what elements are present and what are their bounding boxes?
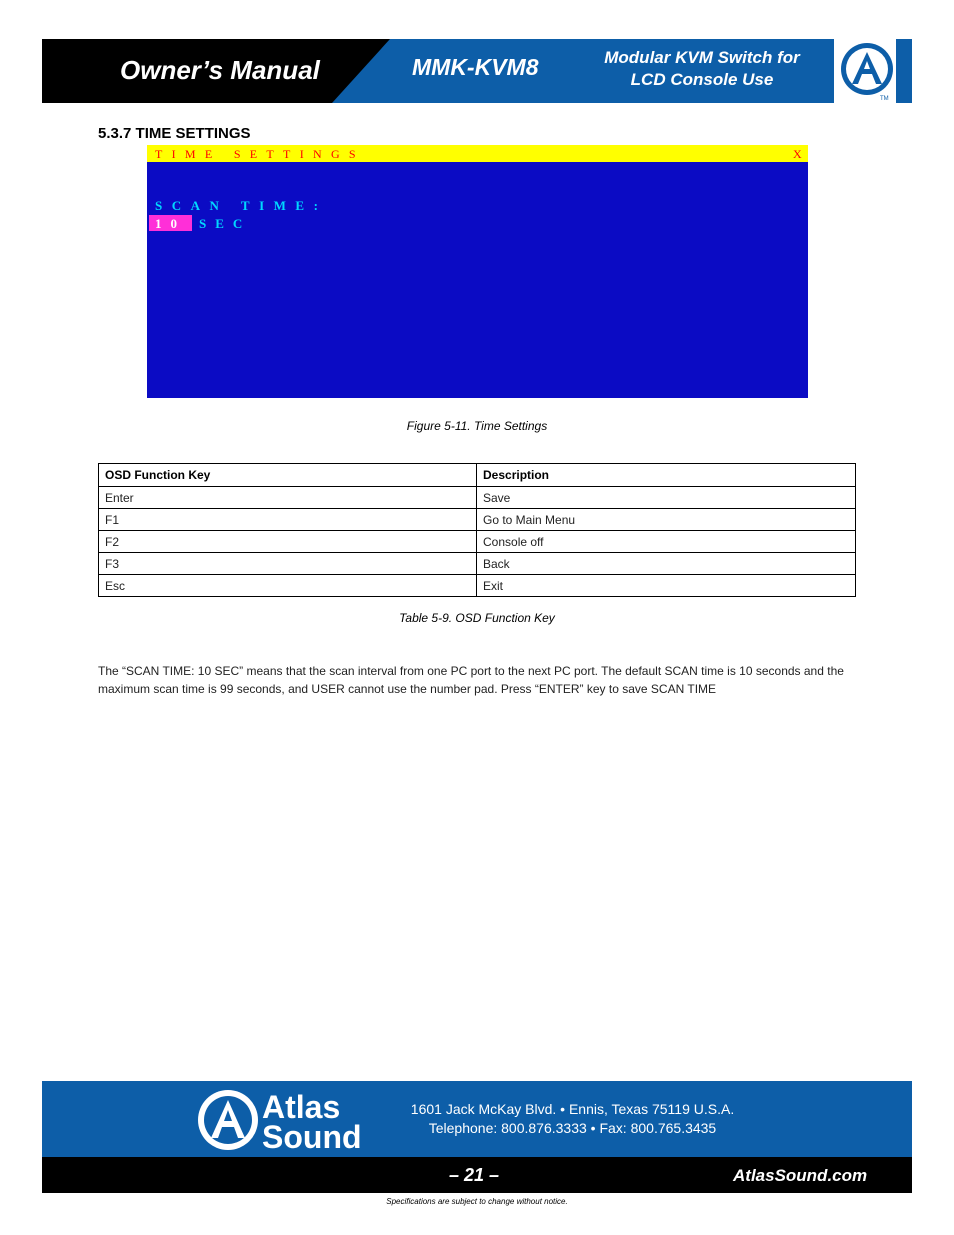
manual-title: Owner’s Manual <box>120 55 320 85</box>
osd-title: TIME SETTINGS <box>155 147 365 161</box>
osd-scan-time-unit: SEC <box>199 216 252 231</box>
atlas-sound-footer-logo <box>196 1088 386 1152</box>
osd-close-icon[interactable]: X <box>793 147 802 161</box>
table-cell-key: F1 <box>99 509 477 531</box>
table-cell-description: Go to Main Menu <box>477 509 856 531</box>
footer-logo-word-1: Atlas <box>262 1089 341 1125</box>
svg-text:TM: TM <box>880 96 889 102</box>
table-cell-description: Exit <box>477 575 856 597</box>
model-name: MMK-KVM8 <box>412 54 539 80</box>
table-cell-key: Esc <box>99 575 477 597</box>
product-subtitle <box>588 47 816 91</box>
page-number: – 21 – <box>449 1165 500 1185</box>
figure-caption: Figure 5-11. Time Settings <box>406 419 548 433</box>
table-caption: Table 5-9. OSD Function Key <box>399 611 555 625</box>
subtitle-line-2: LCD Console Use <box>630 70 774 89</box>
footer-logo-word-2: Sound <box>262 1119 362 1152</box>
osd-function-key-table <box>98 463 856 597</box>
subtitle-line-1: Modular KVM Switch for <box>604 48 800 67</box>
footer-contact <box>380 1100 765 1138</box>
table-cell-description: Back <box>477 553 856 575</box>
website-link[interactable]: AtlasSound.com <box>733 1166 868 1185</box>
table-row <box>99 553 856 575</box>
table-cell-description: Save <box>477 487 856 509</box>
table-cell-key: Enter <box>99 487 477 509</box>
osd-scan-time-value[interactable]: 10 <box>155 216 186 231</box>
table-row <box>99 531 856 553</box>
footer-disclaimer: Specifications are subject to change without notice. <box>386 1197 568 1206</box>
osd-scan-time-label: SCAN TIME: <box>155 198 328 213</box>
atlas-sound-logo-icon <box>838 40 896 102</box>
table-header-key: OSD Function Key <box>99 464 477 487</box>
table-cell-key: F2 <box>99 531 477 553</box>
table-header-row <box>99 464 856 487</box>
header-blue-strip <box>896 39 912 103</box>
footer-address: 1601 Jack McKay Blvd. • Ennis, Texas 75119 U.S.A. <box>410 1101 735 1117</box>
table-row <box>99 575 856 597</box>
body-paragraph: The “SCAN TIME: 10 SEC” means that the scan interval from one PC port to the next PC port. The default SCAN time is 10 seconds and the maximum scan time is 99 seconds, and USER cannot use the number pad. Press “ENTER” key to save SCAN TIME <box>98 664 844 696</box>
table-cell-key: F3 <box>99 553 477 575</box>
table-row <box>99 509 856 531</box>
table-header-description: Description <box>477 464 856 487</box>
table-cell-description: Console off <box>477 531 856 553</box>
footer-phone: Telephone: 800.876.3333 • Fax: 800.765.3435 <box>428 1120 717 1136</box>
section-title: 5.3.7 TIME SETTINGS <box>98 125 251 142</box>
osd-screen <box>147 145 808 398</box>
table-row <box>99 487 856 509</box>
